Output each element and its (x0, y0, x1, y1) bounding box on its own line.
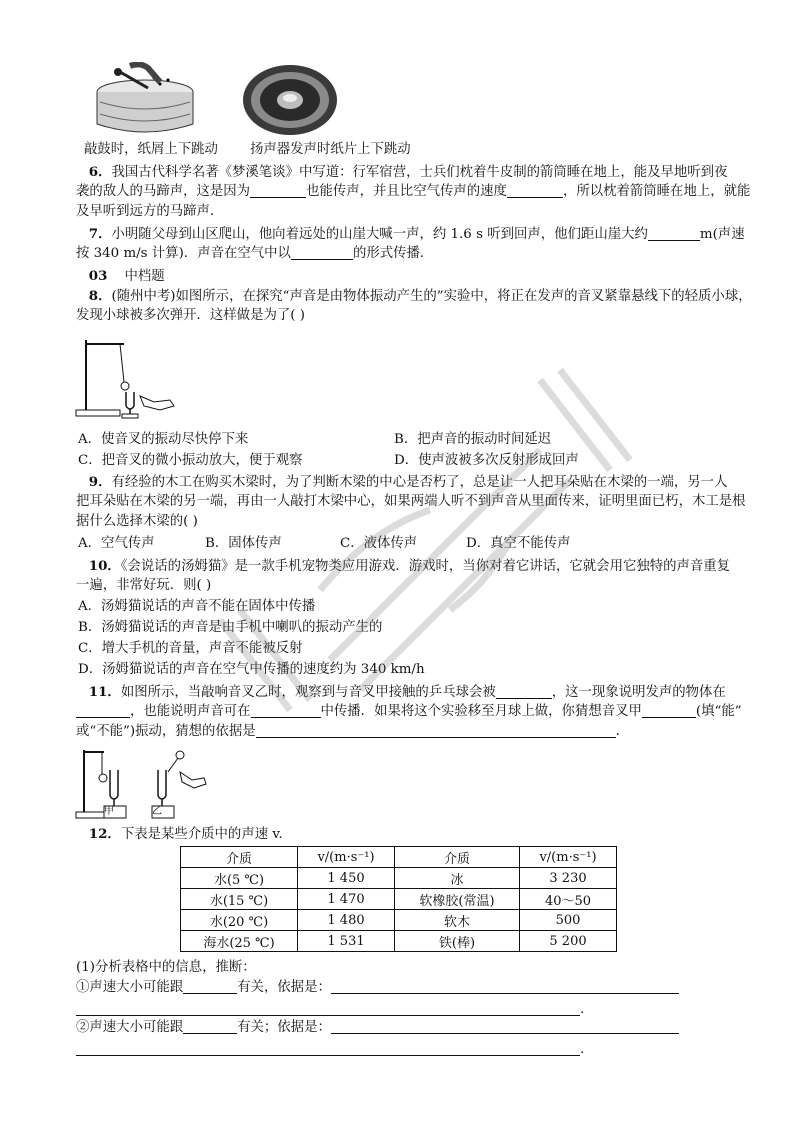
question-12-reason-2-line-2: . (76, 1040, 741, 1060)
q9-option-b[interactable]: B．固体传声 (205, 536, 282, 551)
question-6: 6．我国古代科学名著《梦溪笔谈》中写道：行军宿营，士兵们枕着牛皮制的箭筒睡在地上，能及早地听到夜 (88, 164, 728, 180)
q9-option-a[interactable]: A．空气传声 (78, 536, 155, 551)
table-row: 水(15 ℃) 1 470 软橡胶(常温) 40～50 (181, 889, 617, 910)
answer-blank[interactable] (183, 1019, 237, 1034)
question-11-line-2: ，也能说明声音可在 中传播．如果将这个实验移至月球上做，你猜想音叉甲 (填“能” (76, 702, 741, 722)
answer-blank[interactable] (642, 703, 696, 718)
table-row: 水(20 ℃) 1 480 软木 500 (181, 910, 617, 931)
answer-blank[interactable] (250, 183, 306, 198)
question-8: 8．(随州中考)如图所示，在探究“声音是由物体振动产生的”实验中，将正在发声的音叉紧靠悬线下的轻质小球， (88, 288, 752, 304)
q8-option-d[interactable]: D．使声波被多次反射形成回声 (394, 453, 579, 468)
answer-blank[interactable] (496, 684, 552, 699)
question-9-line-3: 据什么选择木梁的( ) (76, 514, 198, 529)
sound-speed-table (180, 846, 617, 952)
drum-caption: 敲鼓时，纸屑上下跳动 (84, 142, 218, 157)
question-11-line-3: 或“不能”)振动，猜想的依据是 ． (76, 724, 629, 739)
question-10-line-2: 一遍，非常好玩．则( ) (76, 578, 212, 593)
answer-blank[interactable] (183, 979, 237, 994)
question-10: 10．《会说话的汤姆猫》是一款手机宠物类应用游戏．游戏时，当你对着它讲话，它就会用它独特的声音重复 (88, 558, 731, 574)
question-12: 12．下表是某些介质中的声速 v. (88, 826, 283, 842)
table-row: 海水(25 ℃) 1 531 铁(棒) 5 200 (181, 931, 617, 952)
question-7-line-2: 按 340 m/s 计算)．声音在空气中以 的形式传播． (76, 246, 434, 261)
answer-blank[interactable] (76, 1001, 580, 1016)
q8-option-b[interactable]: B．把声音的振动时间延迟 (394, 432, 552, 447)
two-tuning-forks-figure (74, 744, 214, 820)
answer-blank[interactable] (648, 226, 700, 241)
question-8-line-2: 发现小球被多次弹开．这样做是为了( ) (76, 308, 305, 323)
question-12-part-1: (1)分析表格中的信息，推断： (76, 960, 256, 975)
answer-blank[interactable] (76, 703, 130, 718)
answer-blank[interactable] (507, 183, 563, 198)
section-header: 03 中档题 (88, 268, 165, 284)
q10-option-b[interactable]: B．汤姆猫说话的声音是由手机中喇叭的振动产生的 (78, 620, 383, 635)
q9-option-c[interactable]: C．液体传声 (340, 536, 418, 551)
q10-option-d[interactable]: D．汤姆猫说话的声音在空气中传播的速度约为 340 km/h (78, 662, 425, 677)
answer-blank[interactable] (331, 1019, 679, 1034)
question-11: 11．如图所示，当敲响音叉乙时，观察到与音叉甲接触的乒乓球会被 ，这一现象说明发声的物体在 (88, 684, 726, 700)
q8-option-a[interactable]: A．使音叉的振动尽快停下来 (78, 432, 249, 447)
drum-illustration (90, 62, 200, 134)
answer-blank[interactable] (251, 703, 321, 718)
q9-option-d[interactable]: D．真空不能传声 (466, 536, 571, 551)
question-6-line-2: 袭的敌人的马蹄声，这是因为 也能传声，并且比空气传声的速度 ，所以枕着箭筒睡在地上，就能 (76, 184, 751, 199)
table-header-row: 介质 v/(m·s⁻¹) 介质 v/(m·s⁻¹) (181, 847, 617, 868)
q10-option-a[interactable]: A．汤姆猫说话的声音不能在固体中传播 (78, 599, 316, 614)
fork-label-jia: 甲 (104, 806, 114, 817)
question-12-reason-1: ①声速大小可能跟 有关，依据是： (76, 978, 741, 998)
fork-label-yi: 乙 (152, 806, 162, 817)
question-7: 7．小明随父母到山区爬山，他向着远处的山崖大喊一声，约 1.6 s 听到回声，他们距山崖大约 m(声速 (88, 226, 745, 242)
answer-blank[interactable] (76, 1041, 580, 1056)
question-6-line-3: 及早听到远方的马蹄声． (76, 204, 224, 219)
question-9-line-2: 把耳朵贴在木梁的另一端，再由一人敲打木梁中心，如果两端人听不到声音从里面传来，证明里面已朽，木工是根 (76, 494, 746, 509)
question-12-reason-2: ②声速大小可能跟 有关；依据是： (76, 1018, 741, 1038)
question-9: 9．有经验的木工在购买木梁时，为了判断木梁的中心是否朽了，总是让一人把耳朵贴在木梁的一端，另一人 (88, 474, 728, 490)
q8-option-c[interactable]: C．把音叉的微小振动放大，便于观察 (78, 453, 303, 468)
answer-blank[interactable] (291, 245, 353, 260)
speaker-caption: 扬声器发声时纸片上下跳动 (250, 142, 411, 157)
speaker-illustration (240, 62, 340, 137)
table-row: 水(5 ℃) 1 450 冰 3 230 (181, 868, 617, 889)
question-12-reason-1-line-2: . (76, 1000, 741, 1020)
q10-option-c[interactable]: C．增大手机的音量，声音不能被反射 (78, 641, 303, 656)
tuning-fork-ball-figure (74, 330, 184, 420)
answer-blank[interactable] (331, 979, 679, 994)
answer-blank[interactable] (256, 723, 616, 738)
